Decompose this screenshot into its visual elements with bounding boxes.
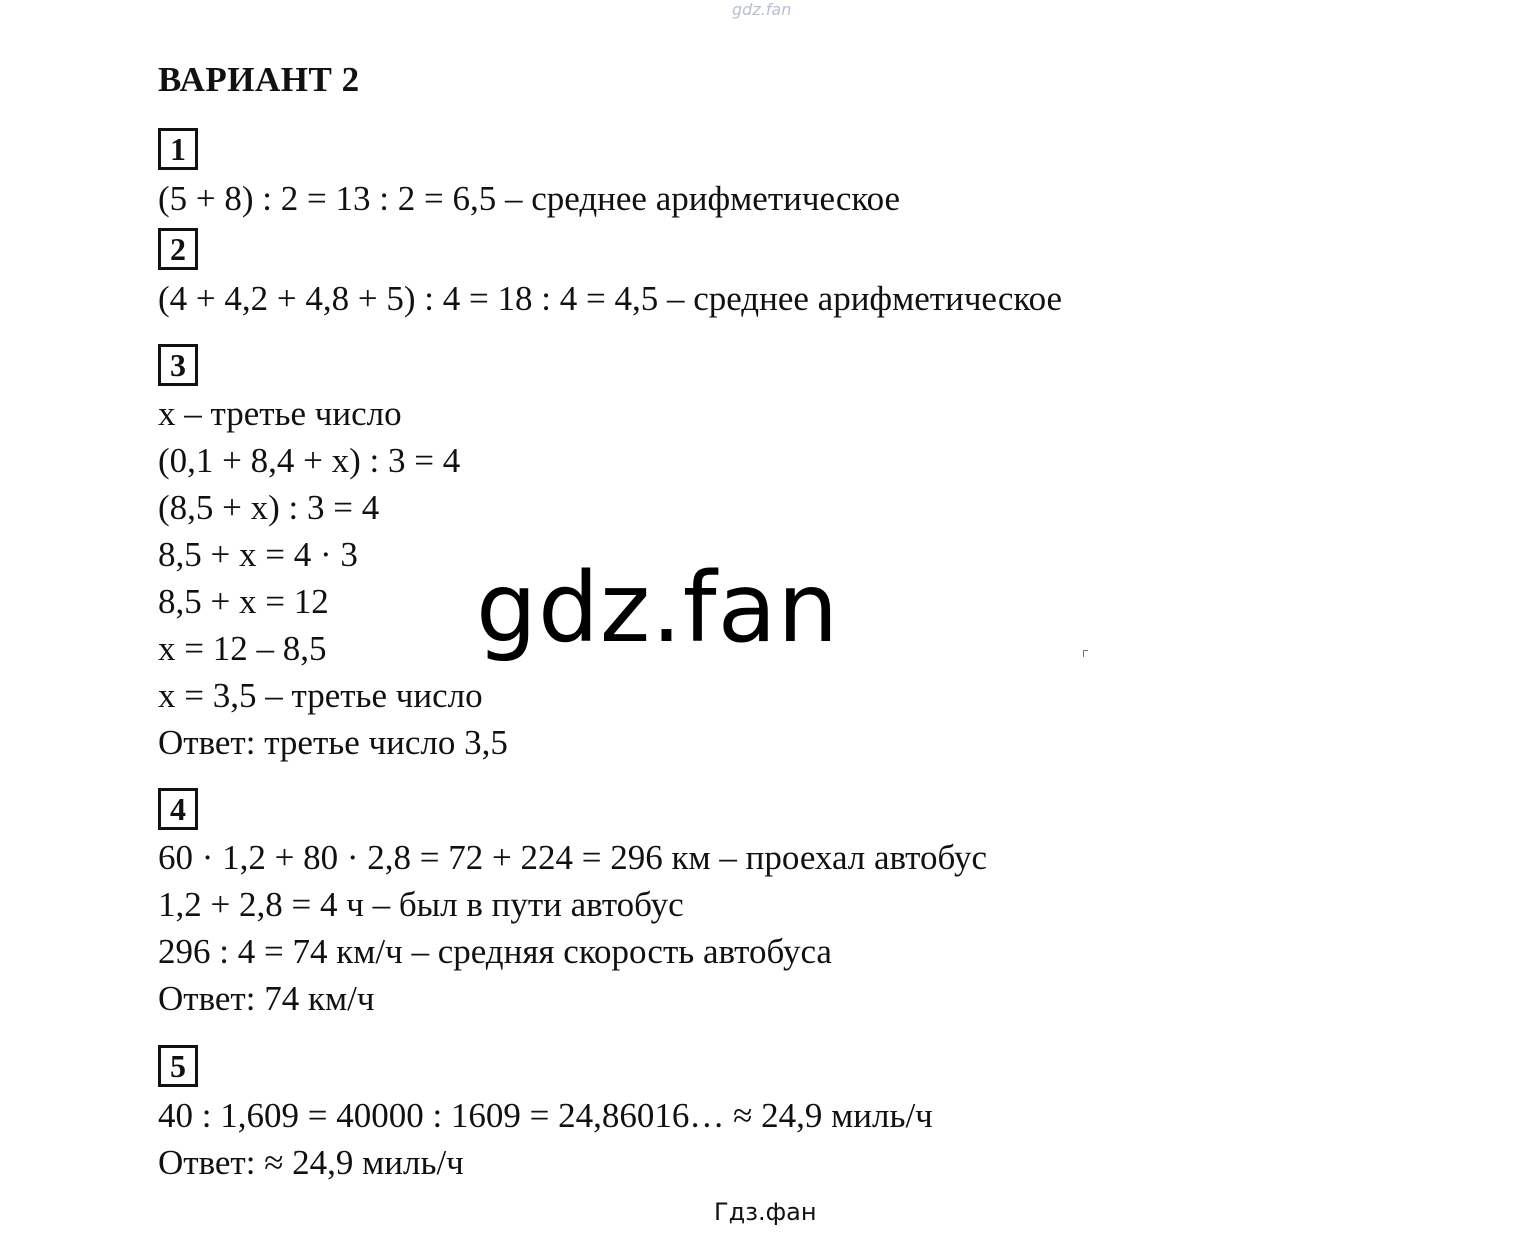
task-3-line-6: x = 12 – 8,5 (158, 629, 327, 668)
top-watermark: gdz.fan (732, 0, 792, 19)
task-4-line-3: 296 : 4 = 74 км/ч – средняя скорость автобуса (158, 932, 832, 971)
stray-mark (1083, 650, 1088, 657)
task-2-number: 2 (158, 228, 198, 270)
task-3-answer: Ответ: третье число 3,5 (158, 723, 508, 762)
task-3-line-1: x – третье число (158, 394, 402, 433)
center-watermark: gdz.fan (476, 552, 840, 664)
task-1-line-1: (5 + 8) : 2 = 13 : 2 = 6,5 – среднее арифметическое (158, 179, 901, 218)
task-3-line-5: 8,5 + x = 12 (158, 582, 329, 621)
task-4-line-1: 60 · 1,2 + 80 · 2,8 = 72 + 224 = 296 км – проехал автобус (158, 838, 988, 877)
task-3-line-4: 8,5 + x = 4 · 3 (158, 535, 358, 574)
task-3-line-7: x = 3,5 – третье число (158, 676, 483, 715)
task-5-number: 5 (158, 1045, 198, 1087)
page-title: ВАРИАНТ 2 (158, 60, 360, 99)
task-3-line-2: (0,1 + 8,4 + x) : 3 = 4 (158, 441, 461, 480)
task-4-answer: Ответ: 74 км/ч (158, 979, 375, 1018)
task-5-answer: Ответ: ≈ 24,9 миль/ч (158, 1143, 464, 1182)
task-3-number: 3 (158, 344, 198, 386)
footer-watermark: Гдз.фан (714, 1198, 817, 1226)
task-1-number: 1 (158, 128, 198, 170)
task-3-line-3: (8,5 + x) : 3 = 4 (158, 488, 380, 527)
task-2-line-1: (4 + 4,2 + 4,8 + 5) : 4 = 18 : 4 = 4,5 – среднее арифметическое (158, 279, 1063, 318)
task-5-line-1: 40 : 1,609 = 40000 : 1609 = 24,86016… ≈ 24,9 миль/ч (158, 1096, 933, 1135)
task-4-number: 4 (158, 788, 198, 830)
task-4-line-2: 1,2 + 2,8 = 4 ч – был в пути автобус (158, 885, 684, 924)
